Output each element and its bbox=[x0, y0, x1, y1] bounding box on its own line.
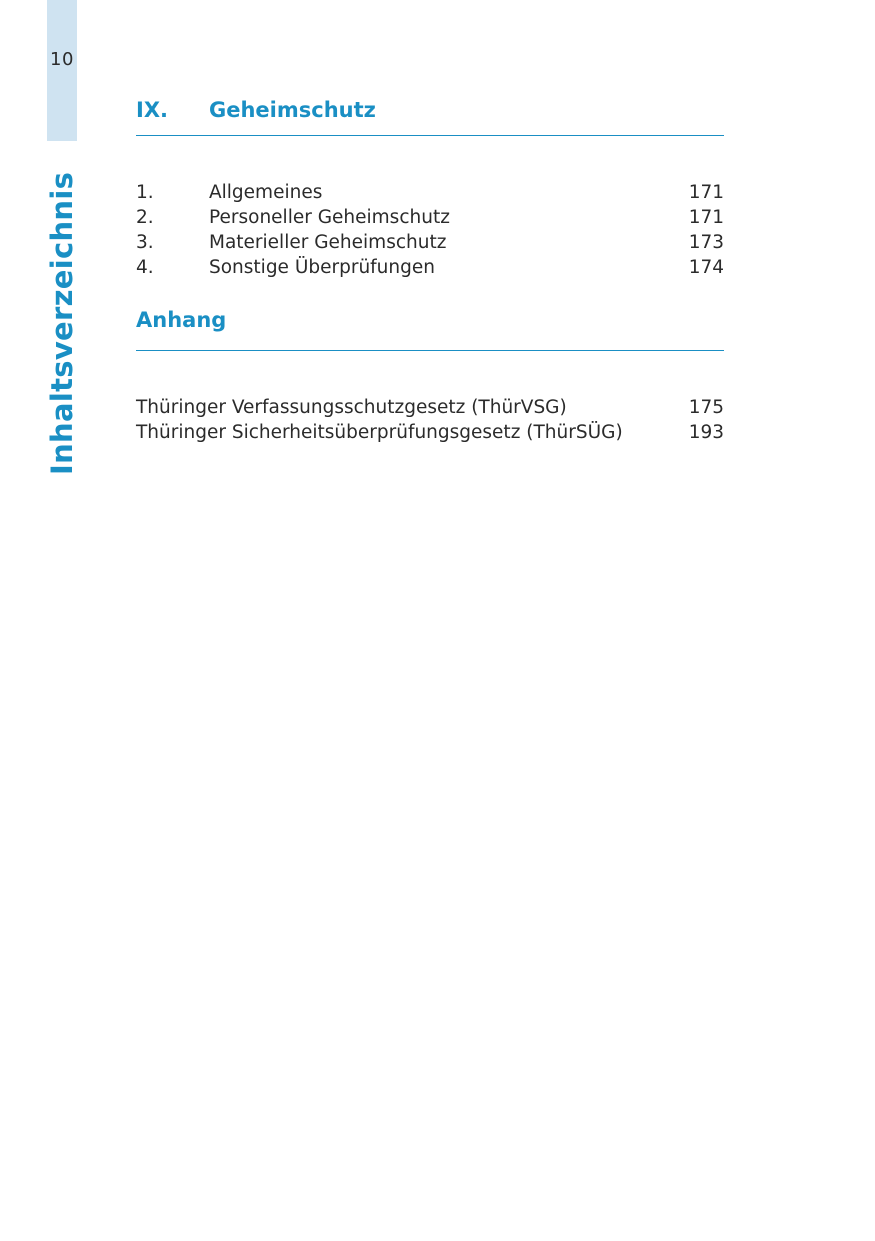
toc-entry-title: Sonstige Überprüfungen bbox=[209, 257, 435, 278]
section-heading bbox=[136, 98, 724, 136]
toc-entry[interactable] bbox=[136, 255, 724, 280]
appendix-entry-page: 175 bbox=[688, 397, 724, 418]
toc-entry-title: Materieller Geheimschutz bbox=[209, 232, 447, 253]
toc-entry-number: 2. bbox=[136, 207, 154, 228]
section-numeral: IX. bbox=[136, 98, 168, 122]
appendix-entry-title: Thüringer Sicherheitsüberprüfungsgesetz (ThürSÜG) bbox=[136, 422, 623, 443]
toc-entry[interactable] bbox=[136, 230, 724, 255]
appendix-entry[interactable] bbox=[136, 395, 724, 420]
toc-entry-page: 174 bbox=[688, 257, 724, 278]
toc-entry[interactable] bbox=[136, 180, 724, 205]
side-title: Inhaltsverzeichnis bbox=[45, 171, 79, 475]
appendix-entry[interactable] bbox=[136, 420, 724, 445]
appendix-entry-page: 193 bbox=[688, 422, 724, 443]
toc-entry-title: Personeller Geheimschutz bbox=[209, 207, 450, 228]
toc-entry-title: Allgemeines bbox=[209, 182, 323, 203]
appendix-section bbox=[136, 308, 724, 445]
appendix-entry-title: Thüringer Verfassungsschutzgesetz (ThürVSG) bbox=[136, 397, 567, 418]
toc-entry-number: 4. bbox=[136, 257, 154, 278]
page-number: 10 bbox=[50, 49, 74, 70]
toc-entry-number: 3. bbox=[136, 232, 154, 253]
toc-entry-number: 1. bbox=[136, 182, 154, 203]
side-tab bbox=[47, 0, 77, 141]
section-ix bbox=[136, 98, 724, 280]
section-title: Geheimschutz bbox=[209, 98, 376, 122]
appendix-heading bbox=[136, 308, 724, 351]
toc-entry-page: 173 bbox=[688, 232, 724, 253]
appendix-title: Anhang bbox=[136, 308, 227, 332]
toc-entry-page: 171 bbox=[688, 182, 724, 203]
toc-entry-page: 171 bbox=[688, 207, 724, 228]
toc-entry[interactable] bbox=[136, 205, 724, 230]
